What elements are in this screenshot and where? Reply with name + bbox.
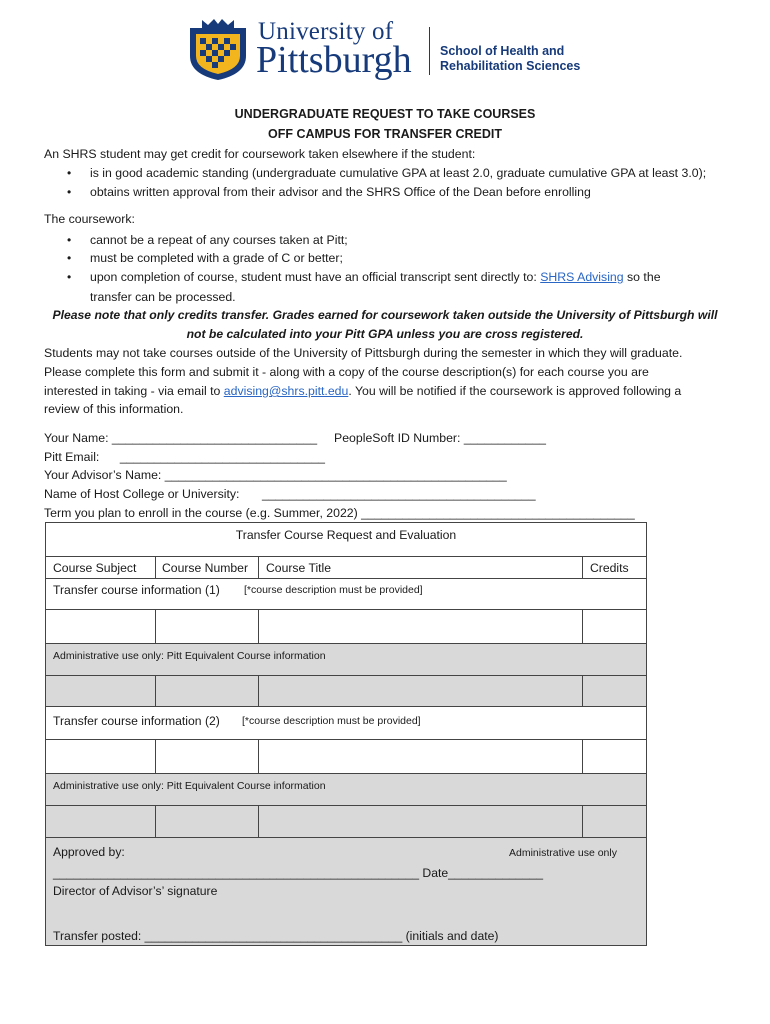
table-divider [45, 706, 647, 707]
your-name-field[interactable]: Your Name: ______________________________ [44, 431, 318, 445]
table-divider [155, 675, 156, 706]
transfer-course-1-note: [*course description must be provided] [244, 584, 423, 596]
gpa-note-line2: not be calculated into your Pitt GPA unless you are cross registered. [186, 327, 584, 341]
column-header-course-subject: Course Subject [53, 561, 137, 575]
bullet-icon: • [67, 185, 72, 199]
table-divider [45, 805, 647, 806]
transfer-posted-field[interactable]: Transfer posted: ______________________________________ (initials and date) [53, 929, 499, 943]
gpa-note-line1: Please note that only credits transfer. Grades earned for coursework taken outside the University of Pittsburgh will [52, 308, 718, 322]
coursework-requirement-3-tail: so the [627, 270, 661, 284]
intro-text: An SHRS student may get credit for coursework taken elsewhere if the student: [44, 147, 476, 161]
instructions-line1: Students may not take courses outside of the University of Pittsburgh during the semester in which they will graduate. [44, 346, 683, 360]
host-college-field[interactable]: ________________________________________ [262, 487, 536, 501]
table-divider [582, 556, 583, 578]
table-divider [155, 805, 156, 837]
instructions-line2: Please complete this form and submit it - along with a copy of the course description(s) for each course you are [44, 365, 649, 379]
peoplesoft-id-field[interactable]: PeopleSoft ID Number: ____________ [334, 431, 546, 445]
bullet-icon: • [67, 270, 72, 284]
coursework-requirement-1: cannot be a repeat of any courses taken at Pitt; [90, 233, 348, 247]
transfer2-credits-cell[interactable] [583, 740, 646, 773]
table-divider [155, 556, 156, 578]
university-name-line2: Pittsburgh [256, 39, 412, 81]
student-requirement-2: obtains written approval from their advisor and the SHRS Office of the Dean before enrolling [90, 185, 591, 199]
university-name-line1: University of [258, 18, 394, 45]
instructions-line4: review of this information. [44, 402, 184, 416]
logo-divider [429, 27, 430, 75]
enroll-term-field[interactable]: Term you plan to enroll in the course (e.g. Summer, 2022) ________________________________________ [44, 506, 635, 520]
table-divider [582, 609, 583, 643]
transfer-course-1-label: Transfer course information (1) [53, 583, 220, 597]
advising-email-link[interactable]: advising@shrs.pitt.edu [223, 384, 349, 398]
coursework-requirement-2: must be completed with a grade of C or better; [90, 251, 343, 265]
table-title: Transfer Course Request and Evaluation [235, 528, 457, 542]
table-divider [45, 675, 647, 676]
transfer-course-2-note: [*course description must be provided] [242, 715, 421, 727]
table-divider [582, 805, 583, 837]
coursework-requirement-3-line2: transfer can be processed. [90, 290, 236, 304]
transfer1-credits-cell[interactable] [583, 610, 646, 643]
transfer2-course-number-cell[interactable] [156, 740, 258, 773]
instructions-line3-tail: . You will be notified if the coursework is approved following a [348, 384, 682, 398]
shrs-advising-link[interactable]: SHRS Advising [540, 270, 624, 284]
host-college-label: Name of Host College or University: [44, 487, 240, 501]
table-divider [45, 556, 647, 557]
student-requirement-1: is in good academic standing (undergraduate cumulative GPA at least 2.0, graduate cumulative GPA at least 3.0); [90, 166, 707, 180]
document-title-line1: UNDERGRADUATE REQUEST TO TAKE COURSES [234, 107, 536, 121]
transfer-course-2-label: Transfer course information (2) [53, 714, 220, 728]
approved-by-label: Approved by: [53, 845, 125, 859]
bullet-icon: • [67, 251, 72, 265]
admin-2-label: Administrative use only: Pitt Equivalent Course information [53, 780, 326, 792]
table-divider [582, 675, 583, 706]
column-header-course-title: Course Title [266, 561, 332, 575]
table-divider [582, 739, 583, 773]
instructions-line3 [44, 384, 681, 398]
pitt-email-field[interactable]: Pitt Email: ______________________________ [44, 450, 326, 464]
table-divider [258, 556, 259, 578]
advisor-name-field[interactable]: Your Advisor’s Name: __________________________________________________ [44, 468, 507, 482]
table-divider [155, 609, 156, 643]
document-title-line2: OFF CAMPUS FOR TRANSFER CREDIT [267, 127, 503, 141]
admin-1-label: Administrative use only: Pitt Equivalent Course information [53, 650, 326, 662]
university-crest-logo [188, 16, 248, 82]
advisor-signature-date-field[interactable]: ______________________________________________________ Date______________ [53, 866, 544, 880]
transfer2-course-title-cell[interactable] [259, 740, 582, 773]
admin-only-label: Administrative use only [509, 847, 617, 859]
bullet-icon: • [67, 233, 72, 247]
bullet-icon: • [67, 166, 72, 180]
transfer1-course-subject-cell[interactable] [46, 610, 155, 643]
coursework-heading: The coursework: [44, 212, 135, 226]
table-divider [258, 805, 259, 837]
table-divider [258, 609, 259, 643]
school-name-line2: Rehabilitation Sciences [440, 59, 581, 73]
column-header-credits: Credits [590, 561, 629, 575]
transfer1-course-number-cell[interactable] [156, 610, 258, 643]
column-header-course-number: Course Number [162, 561, 249, 575]
table-divider [258, 675, 259, 706]
table-divider [258, 739, 259, 773]
transfer2-course-subject-cell[interactable] [46, 740, 155, 773]
coursework-requirement-3-text: upon completion of course, student must have an official transcript sent directly to: [90, 270, 537, 284]
transfer1-course-title-cell[interactable] [259, 610, 582, 643]
school-name-line1: School of Health and [440, 44, 565, 58]
table-divider [155, 739, 156, 773]
director-signature-label: Director of Advisor’s’ signature [53, 884, 218, 898]
table-divider [45, 578, 647, 579]
instructions-line3-text: interested in taking - via email to [44, 384, 221, 398]
coursework-requirement-3 [90, 270, 661, 284]
